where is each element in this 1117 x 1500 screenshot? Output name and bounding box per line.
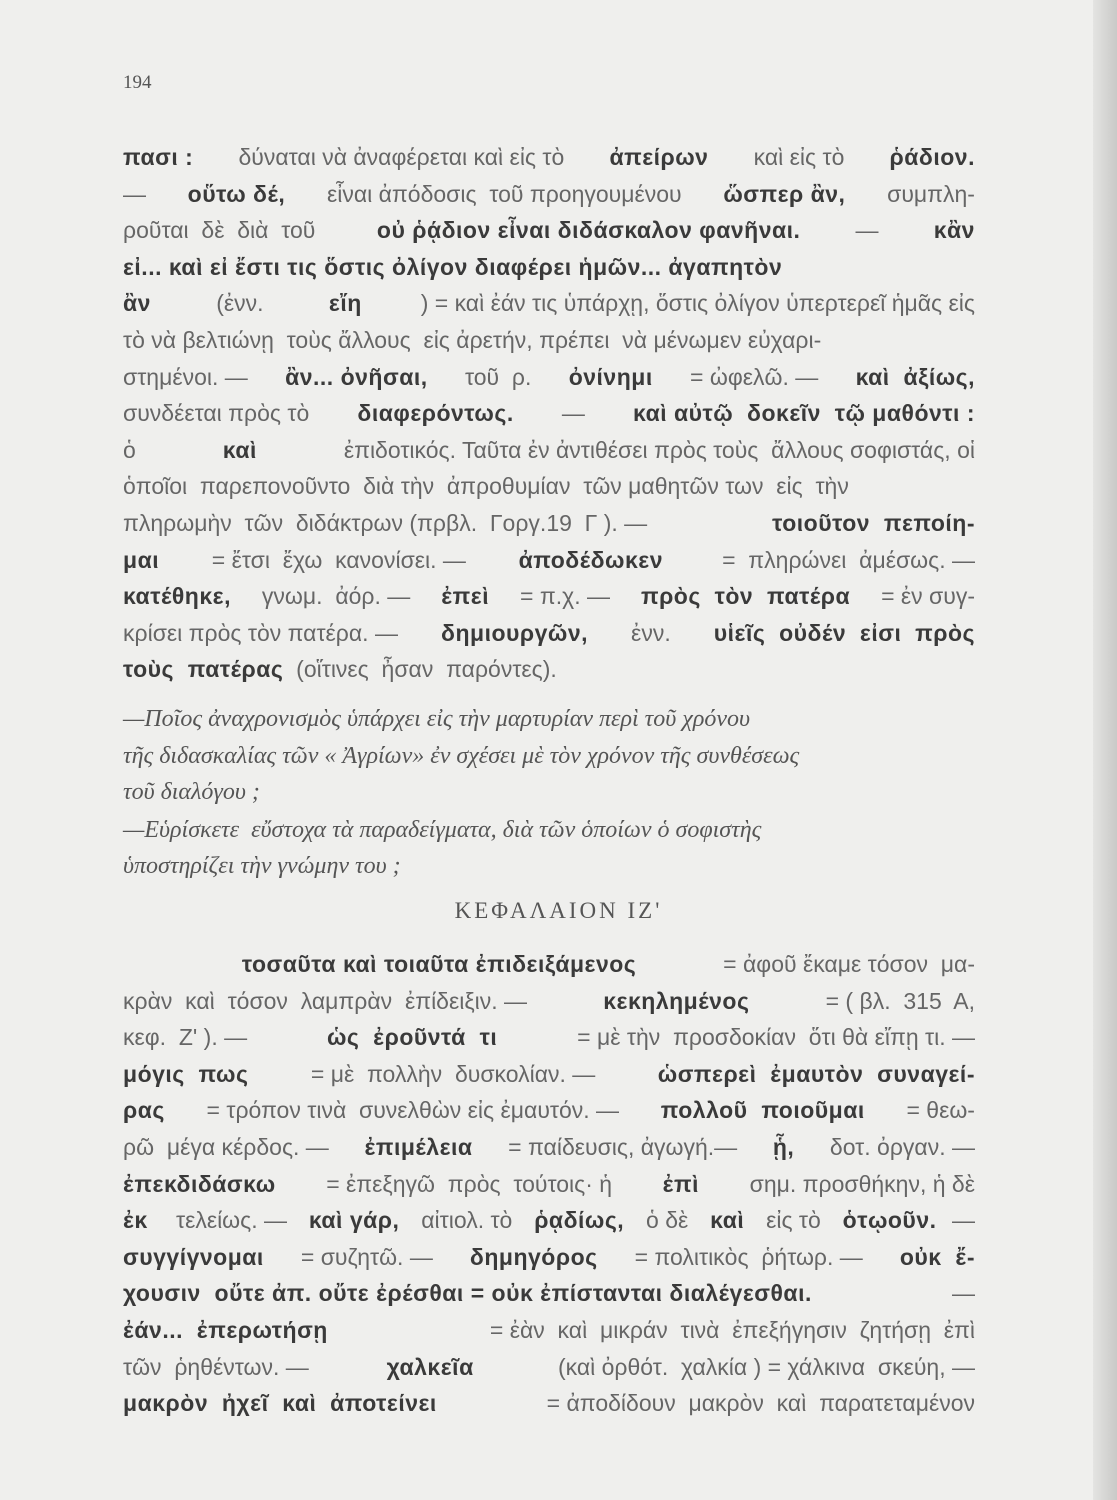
text-line bbox=[123, 1132, 975, 1162]
gloss-text: καὶ εἰς τὸ bbox=[747, 144, 851, 170]
gloss-text: τελείως. — bbox=[163, 1207, 294, 1234]
gloss-text: τῆς διδασκαλίας τῶν « Ἀγρίων» ἐν σχέσει μὲ τὸν χρόνον τῆς συνθέσεως bbox=[123, 742, 800, 769]
text-line bbox=[123, 179, 975, 209]
lemma-term: χαλκεῖα bbox=[386, 1353, 474, 1380]
text-line bbox=[123, 1022, 975, 1052]
gloss-text: = πληρώνει ἀμέσως. — bbox=[709, 546, 975, 573]
gloss-text: = ἐν συγ- bbox=[874, 583, 975, 610]
lemma-term: ὀνίνημι bbox=[568, 363, 653, 390]
text-line bbox=[123, 1059, 975, 1089]
gloss-text: τοῦ διαλόγου ; bbox=[123, 779, 260, 805]
page-edge-shadow bbox=[1093, 0, 1117, 1500]
lemma-term: οὐ ῥᾴδιον εἶναι διδάσκαλον φανῆναι. bbox=[376, 217, 801, 244]
gloss-text: κρὰν καὶ τόσον λαμπρὰν ἐπίδειξιν. — bbox=[123, 987, 534, 1014]
lemma-term: τοὺς πατέρας bbox=[123, 656, 284, 683]
text-line bbox=[123, 215, 975, 245]
gloss-text: = μὲ πολλὴν δυσκολίαν. — bbox=[304, 1060, 602, 1087]
lemma-term: δημηγόρος bbox=[469, 1243, 598, 1270]
text-line bbox=[123, 949, 975, 979]
lemma-term: ἀπείρων bbox=[609, 144, 709, 170]
text-line bbox=[123, 142, 975, 172]
gloss-text: — bbox=[123, 180, 153, 207]
text-line bbox=[123, 508, 975, 538]
text-line bbox=[123, 618, 975, 648]
gloss-text: ὁ δὲ bbox=[639, 1207, 695, 1234]
lemma-term: εἰ... καὶ εἰ ἔστι τις ὅστις ὀλίγον διαφέρει ἡμῶν... ἀγαπητὸν bbox=[123, 253, 783, 280]
gloss-text: = πολιτικὸς ῥήτωρ. — bbox=[628, 1243, 870, 1270]
text-line bbox=[123, 1205, 975, 1235]
lemma-term: χουσιν οὔτε ἀπ. οὔτε ἐρέσθαι = οὐκ ἐπίστανται διαλέγεσθαι. bbox=[123, 1280, 812, 1307]
text-line bbox=[123, 741, 975, 771]
text-line bbox=[123, 398, 975, 428]
lemma-term: καὶ bbox=[710, 1207, 745, 1234]
text-line bbox=[123, 986, 975, 1016]
gloss-text: = θεω- bbox=[900, 1097, 975, 1124]
gloss-text: —Εὑρίσκετε εὔστοχα τὰ παραδείγματα, διὰ τῶν ὁποίων ὁ σοφιστὴς bbox=[123, 816, 762, 843]
lemma-term: συγγίγνομαι bbox=[123, 1243, 264, 1270]
lemma-term: διαφερόντως. bbox=[357, 400, 514, 427]
gloss-text: = συζητῶ. — bbox=[294, 1243, 440, 1270]
lemma-term: ὁτῳοῦν. bbox=[842, 1207, 937, 1234]
gloss-text: —Ποῖος ἀναχρονισμὸς ὑπάρχει εἰς τὴν μαρτυρίαν περὶ τοῦ χρόνου bbox=[123, 706, 751, 732]
gloss-text: = ἀποδίδουν μακρὸν καὶ παρατεταμένον bbox=[540, 1390, 975, 1417]
gloss-text: = ἐπεξηγῶ πρὸς τούτοις· ἡ bbox=[319, 1170, 619, 1197]
page-number: 194 bbox=[123, 72, 152, 93]
lemma-term: κεκηλημένος bbox=[603, 987, 750, 1014]
lemma-term: ἂν... ὀνῆσαι, bbox=[285, 363, 428, 390]
text-line bbox=[123, 1095, 975, 1125]
text-line bbox=[123, 1169, 975, 1199]
text-line bbox=[123, 325, 975, 355]
gloss-text: ἐνν. bbox=[624, 619, 678, 646]
lemma-term: ἐπεὶ bbox=[441, 583, 490, 610]
text-line bbox=[123, 851, 975, 881]
text-line bbox=[123, 1315, 975, 1345]
text-line bbox=[123, 471, 975, 501]
gloss-text: στημένοι. — bbox=[123, 363, 255, 390]
text-line bbox=[123, 288, 975, 318]
lemma-term: τοσαῦτα καὶ τοιαῦτα ἐπιδειξάμενος bbox=[241, 951, 637, 977]
gloss-text: = ἔτσι ἔχω κανονίσει. — bbox=[205, 546, 473, 573]
lemma-term: ἐκ bbox=[123, 1207, 148, 1234]
gloss-text: εἰς τὸ bbox=[759, 1207, 828, 1234]
lemma-term: ἐάν... ἐπερωτήσῃ bbox=[123, 1317, 328, 1343]
gloss-text: = παίδευσις, ἀγωγή.— bbox=[501, 1134, 744, 1160]
lemma-term: ἀποδέδωκεν bbox=[518, 546, 664, 573]
lemma-term: ἂν bbox=[123, 290, 151, 317]
gloss-text: δύναται νὰ ἀναφέρεται καὶ εἰς τὸ bbox=[232, 144, 571, 170]
text-line bbox=[123, 1352, 975, 1382]
gloss-text: — bbox=[945, 1280, 975, 1307]
lemma-term: πασι : bbox=[123, 144, 194, 170]
text-line bbox=[123, 654, 975, 684]
lemma-term: ἐπεκδιδάσκω bbox=[123, 1170, 276, 1197]
gloss-text: = μὲ τὴν προσδοκίαν ὅτι θὰ εἴπῃ τι. — bbox=[570, 1024, 975, 1051]
chapter-heading: ΚΕΦΑΛΑΙΟΝ ΙΖ' bbox=[454, 898, 663, 923]
lemma-term: ἐπιμέλεια bbox=[364, 1134, 473, 1160]
lemma-term: ὥσπερ ἂν, bbox=[723, 180, 846, 207]
gloss-text: γνωμ. ἀόρ. — bbox=[255, 583, 417, 610]
gloss-text: τοῦ ρ. bbox=[458, 363, 538, 390]
lemma-term: ῥάδιον. bbox=[889, 144, 975, 170]
lemma-term: καὶ γάρ, bbox=[308, 1207, 400, 1234]
text-line bbox=[123, 1278, 975, 1308]
gloss-text: — bbox=[849, 217, 885, 244]
text-line bbox=[123, 1242, 975, 1272]
gloss-text: κρίσει πρὸς τὸν πατέρα. — bbox=[123, 619, 405, 646]
lemma-term: μόγις πως bbox=[123, 1060, 249, 1087]
gloss-text: ὁποῖοι παρεπονοῦντο διὰ τὴν ἀπροθυμίαν τῶν μαθητῶν των εἰς τὴν bbox=[123, 473, 849, 500]
lemma-term: εἴη bbox=[328, 290, 362, 317]
gloss-text: ἐπιδοτικός. Ταῦτα ἐν ἀντιθέσει πρὸς τοὺς ἄλλους σοφιστάς, οἱ bbox=[337, 436, 975, 463]
lemma-term: οὕτω δέ, bbox=[187, 180, 286, 207]
gloss-text: = τρόπον τινὰ συνελθὼν εἰς ἐμαυτόν. — bbox=[200, 1097, 626, 1124]
text-line bbox=[123, 435, 975, 465]
lemma-term: ὡς ἐροῦντά τι bbox=[327, 1024, 498, 1051]
gloss-text: ) = καὶ ἐάν τις ὑπάρχῃ, ὅστις ὀλίγον ὑπερτερεῖ ἡμᾶς εἰς bbox=[420, 290, 975, 317]
lemma-term: πολλοῦ ποιοῦμαι bbox=[660, 1097, 865, 1124]
gloss-text: ὁ bbox=[123, 436, 143, 463]
lemma-term: καὶ αὐτῷ δοκεῖν τῷ μαθόντι : bbox=[633, 400, 975, 427]
text-line bbox=[123, 252, 975, 282]
gloss-text: = π.χ. — bbox=[513, 583, 617, 610]
lemma-term: καὶ ἀξίως, bbox=[855, 363, 975, 390]
gloss-text: ὑποστηρίζει τὴν γνώμην του ; bbox=[123, 853, 401, 879]
text-line bbox=[123, 704, 975, 734]
gloss-text: (καὶ ὀρθότ. χαλκία ) = χάλκινα σκεύη, — bbox=[545, 1353, 975, 1380]
gloss-text: εἶναι ἀπόδοσις τοῦ προηγουμένου bbox=[320, 180, 689, 207]
gloss-text bbox=[123, 949, 161, 979]
lemma-term: οὐκ ἔ- bbox=[899, 1243, 975, 1270]
gloss-text: αἰτιολ. τὸ bbox=[414, 1207, 519, 1234]
gloss-text: ροῦται δὲ διὰ τοῦ bbox=[123, 217, 329, 244]
text-line bbox=[123, 815, 975, 845]
lemma-term: ὡσπερεὶ ἐμαυτὸν συναγεί- bbox=[657, 1060, 975, 1087]
lemma-term: κατέθηκε, bbox=[123, 583, 231, 610]
text-line bbox=[123, 777, 975, 807]
lemma-term: τοιοῦτον πεποίη- bbox=[772, 510, 975, 536]
text-line bbox=[123, 545, 975, 575]
gloss-text: — bbox=[951, 1207, 975, 1234]
gloss-text: κεφ. Ζ' ). — bbox=[123, 1024, 254, 1051]
lemma-term: ᾗ, bbox=[772, 1134, 795, 1160]
gloss-text: = ( βλ. 315 Α, bbox=[819, 987, 975, 1014]
lemma-term: ῥᾳδίως, bbox=[534, 1207, 625, 1234]
text-line bbox=[123, 362, 975, 392]
gloss-text: συνδέεται πρὸς τὸ bbox=[123, 400, 316, 427]
lemma-term: κἂν bbox=[933, 217, 975, 244]
text-line bbox=[123, 1388, 975, 1418]
gloss-text: = ἐὰν καὶ μικράν τινὰ ἐπεξήγησιν ζητήσῃ ἐπὶ bbox=[483, 1317, 975, 1343]
gloss-text: πληρωμὴν τῶν διδάκτρων (πρβλ. Γοργ.19 Γ ). — bbox=[123, 510, 654, 536]
gloss-text: δοτ. ὀργαν. — bbox=[823, 1134, 975, 1160]
gloss-text: σημ. προσθήκην, ἡ δὲ bbox=[743, 1170, 975, 1197]
lemma-term: καὶ bbox=[222, 436, 257, 463]
gloss-text: συμπλη- bbox=[880, 180, 975, 207]
lemma-term: ἐπὶ bbox=[662, 1170, 700, 1197]
text-line bbox=[123, 581, 975, 611]
gloss-text: (ἐνν. bbox=[209, 290, 270, 317]
gloss-text: = ἀφοῦ ἔκαμε τόσον μα- bbox=[716, 951, 975, 977]
gloss-text: (οἵτινες ἦσαν παρόντες). bbox=[283, 656, 557, 683]
lemma-term: υἱεῖς οὐδέν εἰσι πρὸς bbox=[713, 619, 975, 646]
gloss-text: ρῶ μέγα κέρδος. — bbox=[123, 1134, 336, 1160]
lemma-term: δημιουργῶν, bbox=[441, 619, 589, 646]
lemma-term: μακρὸν ἠχεῖ καὶ ἀποτείνει bbox=[123, 1390, 437, 1417]
gloss-text: = ὠφελῶ. — bbox=[683, 363, 825, 390]
lemma-term: μαι bbox=[123, 546, 160, 573]
lemma-term: πρὸς τὸν πατέρα bbox=[640, 583, 851, 610]
lemma-term: ρας bbox=[123, 1097, 165, 1124]
gloss-text: τὸ νὰ βελτιώνῃ τοὺς ἄλλους εἰς ἀρετήν, πρέπει νὰ μένωμεν εὐχαρι- bbox=[123, 327, 822, 353]
gloss-text: — bbox=[555, 400, 592, 427]
gloss-text: τῶν ῥηθέντων. — bbox=[123, 1353, 316, 1380]
